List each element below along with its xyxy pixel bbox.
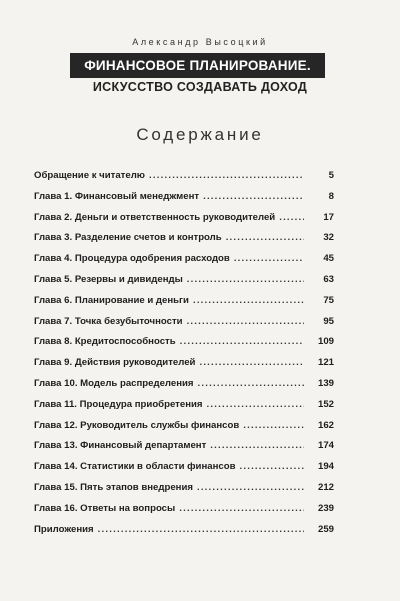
book-title: ФИНАНСОВОЕ ПЛАНИРОВАНИЕ. [70, 53, 325, 78]
toc-leader-dots [210, 440, 304, 451]
author-name: Александр Высоцкий [132, 37, 268, 47]
toc-entry-page: 8 [328, 190, 334, 202]
toc-leader-dots [180, 336, 304, 347]
toc-leader-dots [207, 399, 305, 410]
toc-leader-dots [243, 420, 304, 431]
toc-entry [34, 336, 334, 357]
toc-leader-dots [239, 461, 304, 472]
toc-leader-dots [197, 482, 304, 493]
toc-leader-dots [187, 316, 304, 327]
toc-entry [34, 440, 334, 461]
toc-entry-page: 121 [317, 357, 334, 369]
book-subtitle: ИСКУССТВО СОЗДАВАТЬ ДОХОД [92, 80, 308, 94]
toc-entry [34, 170, 334, 191]
toc-entry-title: Глава 16. Ответы на вопросы [34, 502, 176, 514]
toc-entry [34, 191, 334, 212]
toc-entry [34, 212, 334, 233]
toc-entry-title: Глава 1. Финансовый менеджмент [34, 190, 200, 202]
toc-entry [34, 232, 334, 253]
toc-entry-title: Глава 5. Резервы и дивиденды [34, 273, 183, 285]
toc-entry-title: Глава 15. Пять этапов внедрения [34, 481, 193, 493]
toc-entry [34, 524, 334, 545]
toc-entry [34, 399, 334, 420]
toc-leader-dots [203, 191, 304, 202]
toc-leader-dots [187, 274, 304, 285]
toc-entry [34, 295, 334, 316]
toc-entry-page: 194 [317, 461, 334, 473]
toc-entry [34, 503, 334, 524]
toc-entry [34, 461, 334, 482]
toc-entry-title: Глава 11. Процедура приобретения [34, 398, 203, 410]
toc-entry-title: Глава 6. Планирование и деньги [34, 294, 189, 306]
toc-entry-page: 212 [317, 481, 334, 493]
toc-entry-title: Глава 14. Статистики в области финансов [34, 461, 236, 473]
toc-entry-page: 259 [317, 523, 334, 535]
toc-leader-dots [234, 253, 304, 264]
toc-entry [34, 357, 334, 378]
toc-entry [34, 420, 334, 441]
toc-leader-dots [226, 232, 304, 243]
toc-entry-title: Приложения [34, 523, 94, 535]
toc-entry-page: 75 [323, 294, 334, 306]
contents-heading: Содержание [136, 125, 264, 144]
toc-entry-page: 63 [323, 273, 334, 285]
toc-entry-page: 109 [317, 336, 334, 348]
toc-entry-title: Глава 12. Руководитель службы финансов [34, 419, 240, 431]
toc-entry-page: 152 [317, 398, 334, 410]
toc-entry-title: Обращение к читателю [34, 170, 145, 181]
toc-entry-title: Глава 13. Финансовый департамент [34, 440, 207, 452]
toc-entry-title: Глава 7. Точка безубыточности [34, 315, 183, 327]
toc-entry-title: Глава 10. Модель распределения [34, 377, 194, 389]
toc-leader-dots [149, 170, 304, 181]
toc-entry [34, 482, 334, 503]
toc-leader-dots [179, 503, 304, 514]
toc-entry-page: 139 [317, 377, 334, 389]
toc-entry-page: 5 [328, 170, 334, 181]
toc-entry-page: 239 [317, 502, 334, 514]
toc-leader-dots [193, 295, 304, 306]
toc-entry [34, 253, 334, 274]
toc-entry-title: Глава 9. Действия руководителей [34, 357, 196, 369]
toc-entry-page: 174 [317, 440, 334, 452]
toc-entry [34, 378, 334, 399]
toc-entry [34, 316, 334, 337]
toc-entry-page: 95 [323, 315, 334, 327]
toc-entry-page: 45 [323, 253, 334, 265]
toc-entry-title: Глава 2. Деньги и ответственность руководителей [34, 211, 276, 223]
toc-leader-dots [279, 212, 304, 223]
toc-entry-title: Глава 3. Разделение счетов и контроль [34, 232, 222, 244]
toc-entry-page: 32 [323, 232, 334, 244]
toc-leader-dots [198, 378, 304, 389]
toc-leader-dots [98, 524, 304, 535]
toc-entry-page: 162 [317, 419, 334, 431]
toc-leader-dots [199, 357, 304, 368]
table-of-contents [34, 170, 334, 544]
toc-entry-title: Глава 4. Процедура одобрения расходов [34, 253, 230, 265]
toc-entry [34, 274, 334, 295]
toc-entry-page: 17 [323, 211, 334, 223]
toc-entry-title: Глава 8. Кредитоспособность [34, 336, 176, 348]
